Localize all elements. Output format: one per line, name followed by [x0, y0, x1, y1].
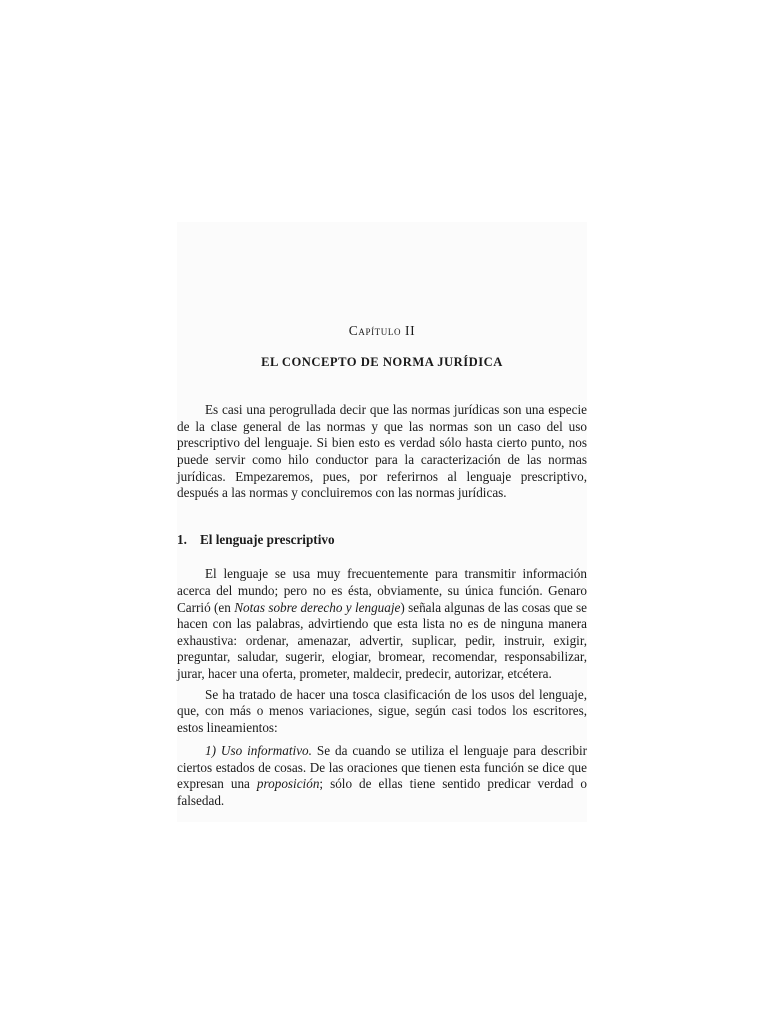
section-heading	[177, 532, 587, 549]
term-informative-use: Uso informativo.	[220, 743, 312, 759]
paragraph-uses-of-language	[177, 566, 587, 682]
chapter-label: Capítulo II	[348, 323, 416, 338]
term-proposition: proposición	[256, 776, 320, 792]
book-title-citation: Notas sobre derecho y lenguaje	[234, 599, 401, 615]
intro-paragraph: Es casi una perogrullada decir que las normas jurídicas son una especie de la clase general de las normas y que las normas son un caso del uso prescriptivo del lenguaje. Si bien esto es verdad sólo hasta cierto punto, nos puede servir como hilo conductor para la caracterización de las normas jurídicas. Empezaremos, pues, por referirnos al lenguaje prescriptivo, después a las normas y concluiremos con las normas jurídicas.	[177, 402, 587, 501]
paragraph-text: El lenguaje se usa muy frecuentemente para transmitir información acerca del mundo; pero no es ésta, obviamente, su única función. Genaro Carrió (en	[177, 566, 587, 615]
paragraph-text: Se da cuando se utiliza el lenguaje para describir ciertos estados de cosas. De las oraciones que tienen esta función se dice que expresan una	[177, 743, 587, 792]
paragraph-text: ) señala algunas de las cosas que se hacen con las palabras, advirtiendo que esta lista no es de ninguna manera exhaustiva: ordenar, amenazar, advertir, suplicar, pedir, instruir, exigir, preguntar, saludar, sugerir, elogiar, bromear, recomendar, responsabilizar, jurar, hacer una oferta, prometer, maldecir, predecir, autorizar, etcétera.	[177, 599, 588, 681]
chapter-title: EL CONCEPTO DE NORMA JURÍDICA	[261, 354, 503, 369]
list-number: 1)	[205, 743, 221, 759]
paragraph-classification: Se ha tratado de hacer una tosca clasificación de los usos del lenguaje, que, con más o menos variaciones, sigue, según casi todos los escritores, estos lineamientos:	[177, 686, 587, 735]
paragraph-text: ; sólo de ellas tiene sentido predicar verdad o falsedad.	[177, 776, 587, 809]
section-title: El lenguaje prescriptivo	[200, 531, 335, 547]
page-content	[177, 323, 587, 810]
paragraph-informative-use	[177, 743, 587, 809]
section-number: 1.	[177, 531, 187, 547]
